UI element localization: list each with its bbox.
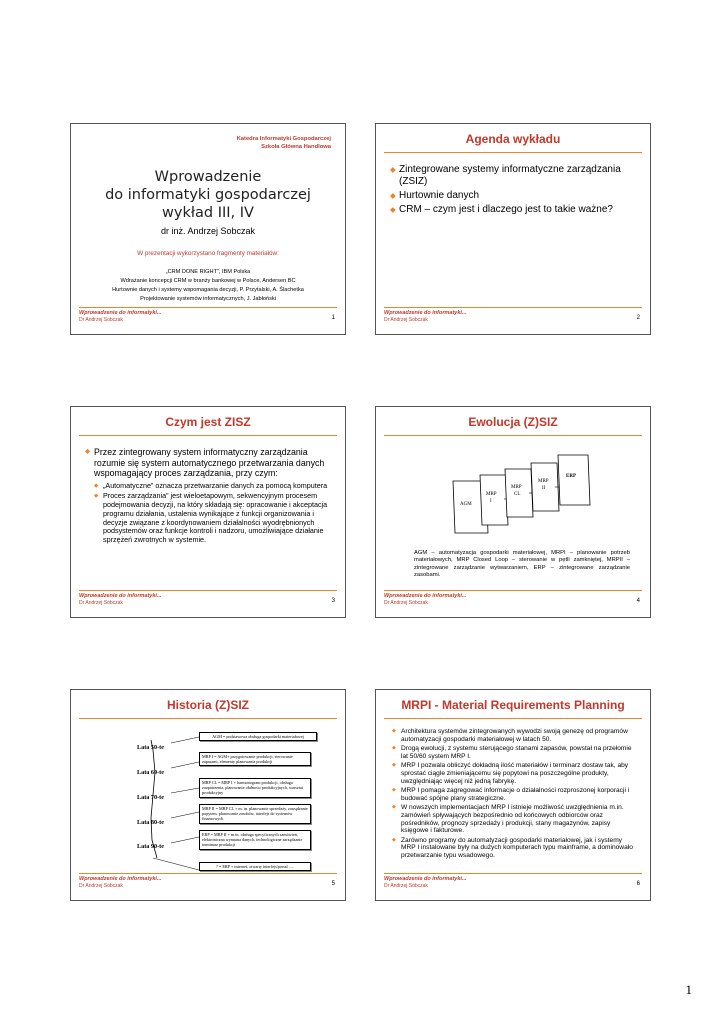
slide-footer: Wprowadzenie do informatyki... Dr Andrzej Sobczak 5 [79, 873, 337, 892]
year-label: Lata 90-te [137, 843, 164, 850]
year-label: Lata 60-te [137, 769, 164, 776]
page-number: 1 [685, 982, 692, 997]
reference-item: Projektowanie systemów informatycznych, J. Jabłoński [140, 296, 276, 302]
history-box: ERP = MRP II + m.in. obsługa specyficznych zamówień, elektroniczna wymiana danych, technologiczne zarządzanie terminarz produkcji [199, 830, 311, 850]
slide-6 [375, 689, 651, 901]
slide-5 [70, 689, 346, 901]
history-box: MRP II = MRP CL + m. in. planowanie sprzedaży, zarządzanie popytem, planowanie zasobów, interfejs do systemów finansowych [199, 804, 311, 824]
stage-mrp-ii [531, 463, 559, 511]
slide-number: 5 [331, 881, 335, 887]
svg-text:MRP: MRP [538, 479, 549, 484]
reference-item: Wdrażanie koncepcji CRM w branży bankowej w Polsce, Andersen BC [120, 278, 296, 284]
evolution-diagram [376, 407, 651, 618]
references [71, 268, 345, 304]
reference-item: Hurtownie danych i systemy wspomagania decyzji, P. Przytalski, A. Ślachetka [112, 287, 304, 293]
author: dr inż. Andrzej Sobczak [160, 226, 256, 236]
stage-mrp-i [480, 475, 508, 525]
bullet-item: ◆ Hurtownie danych [390, 190, 640, 202]
svg-text:MRP: MRP [486, 492, 497, 497]
bullet-item: ◆ Drogą ewolucji, z systemu sterującego stanami zapasów, powstał na przełomie lat 50/60 system MRP I. [392, 745, 636, 760]
slide-number: 3 [331, 598, 335, 604]
materials-note: W prezentacji wykorzystano fragmenty materiałów: [137, 250, 279, 257]
svg-text:II: II [542, 486, 546, 491]
history-box: AGM = podstawowa obsługa gospodarki materiałowej [199, 732, 317, 741]
stage-mrp-cl [505, 469, 533, 517]
department-label: Katedra Informatyki Gospodarczej Szkoła Główna Handlowa [236, 136, 331, 150]
svg-text:I: I [490, 499, 492, 504]
slide-footer: Wprowadzenie do informatyki... Dr Andrzej Sobczak 6 [384, 873, 642, 892]
slide-number: 6 [636, 881, 640, 887]
sub-bullet-item: ◆ Proces zarządzania” jest wieloetapowym, sekwencyjnym procesem podejmowania decyzji, na który składają się: opracowanie i akceptacja programu działania, ustalenia wynikające z funkcji organizowania i decyzje związane z koordynowaniem działalności wyodrębnionych podsystemów oraz funkcje kontroli i nadzoru, umożliwiające działanie sprzężeń zwrotnych w systemie. [94, 492, 331, 544]
slide-number: 2 [636, 315, 640, 321]
svg-text:CL: CL [514, 492, 521, 497]
slide-3 [70, 406, 346, 618]
reference-item: „CRM DONE RIGHT”, IBM Polska [165, 269, 251, 275]
slide-footer: Wprowadzenie do informatyki... Dr Andrzej Sobczak 4 [384, 590, 642, 609]
bullet-item: ◆ MRP I pomaga zagregować informacje o działalności rozproszonej korporacji i budować spójne plany strategiczne. [392, 787, 636, 802]
year-label: Lata 50-te [137, 744, 164, 751]
divider [384, 718, 642, 719]
sub-bullet-item: ◆ „Automatyczne” oznacza przetwarzanie danych za pomocą komputera [94, 482, 331, 491]
history-box: MRP I = AGM+ przygotowanie produkcji, sterowanie zapasami, elementy planowania produkcji [199, 752, 311, 766]
bullet-item: ◆ MRP I pozwala obliczyć dokładną ilość materiałów i terminarz dostaw tak, aby sprostać ciągle zmieniającemu się popytowi na poszczególne produkty, uwzględniając więcej niż jedną fabrykę. [392, 762, 636, 785]
bullet-item: ◆ W nowszych implementacjach MRP I istnieje możliwość uwzględnienia m.in. zamówień spływających bezpośrednio od końcowych odbiorców oraz pośredników, prognozy sprzedaży i produkcji, stany magazynów, zapisy księgowe i fakturowe. [392, 804, 636, 834]
slide-body [85, 447, 331, 547]
slide-1 [70, 123, 346, 335]
slide-footer: Wprowadzenie do informatyki... Dr Andrzej Sobczak 2 [384, 307, 642, 326]
lecture-title: Wprowadzenie do informatyki gospodarczej wykład III, IV [105, 169, 311, 221]
history-box: ? = ERP + internet, otwarty interfejs/portal ..... [199, 862, 311, 871]
svg-text:MRP: MRP [511, 485, 522, 490]
slide-title: Ewolucja (Z)SIZ [468, 415, 558, 429]
stage-erp [558, 455, 590, 505]
divider [79, 435, 337, 436]
history-box: MRP CL = MRP I + harmonogram produkcji, obsługa zaopatrzenia, planowanie obdności produkcyjnych, warsztat produkcyjny [199, 778, 311, 798]
slide-title: Agenda wykładu [465, 132, 561, 146]
year-label: Lata 70-te [137, 794, 164, 801]
evolution-caption: AGM – automatyzacja gospodarki materiałowej, MRPI – planowanie potrzeb materiałowych, MRP Closed Loop – sterowanie w pętli zamkniętej, MRPII – zintegrowane zarządzanie wytwarzaniem, ERP – zintegrowane zarządzanie zasobami. [414, 550, 630, 579]
bullet-item: ◆ Zarówno programy do automatyzacji gospodarki materiałowej, jak i systemy MRP I instalowane były na dużych komputerach typu mainframe, a dominowało przetwarzanie typu wsadowego. [392, 837, 636, 860]
svg-text:ERP: ERP [566, 474, 576, 479]
svg-text:AGM: AGM [460, 502, 472, 507]
year-label: Lata 80-te [137, 819, 164, 826]
slide-title: Historia (Z)SIZ [166, 698, 249, 712]
bullet-item: ◆ Zintegrowane systemy informatyczne zarządzania (ZSIZ) [390, 164, 640, 188]
slide-title: MRPI - Material Requirements Planning [401, 698, 625, 712]
slide-body [392, 728, 636, 862]
slide-number: 1 [331, 315, 335, 321]
bullet-item: ◆ Architektura systemów zintegrowanych wywodzi swoją genezę od programów automatyzacji gospodarki materiałowej w latach 50. [392, 728, 636, 743]
slide-body [390, 164, 640, 218]
bullet-item: ◆ CRM – czym jest i dlaczego jest to takie ważne? [390, 204, 640, 216]
slide-number: 4 [636, 598, 640, 604]
slide-4 [375, 406, 651, 618]
bullet-item: ◆ Przez zintegrowany system informatyczny zarządzania rozumie się system automatycznego przetwarzania danych wspomagający proces zarządzania, przy czym: ◆ „Automatyczne” oznacza przetwarzanie danych za pomocą komputera ◆ Proces zarządzania” jest wieloetapowym, sekwencyjnym procesem podejmowania decyzji, na który składają się: opracowanie i akceptacja programu działania, ustalenia wynikające z funkcji organizowania i decyzje związane z koordynowaniem działalności wyodrębnionych podsystemów oraz funkcje kontroli i nadzoru, umożliwiające działanie sprzężeń zwrotnych w systemie. [85, 447, 331, 545]
slide-footer: Wprowadzenie do informatyki... Dr Andrzej Sobczak 1 [79, 307, 337, 326]
slide-title: Czym jest ZISZ [165, 415, 251, 429]
slide-2 [375, 123, 651, 335]
slide-footer: Wprowadzenie do informatyki... Dr Andrzej Sobczak 3 [79, 590, 337, 609]
divider [384, 152, 642, 153]
